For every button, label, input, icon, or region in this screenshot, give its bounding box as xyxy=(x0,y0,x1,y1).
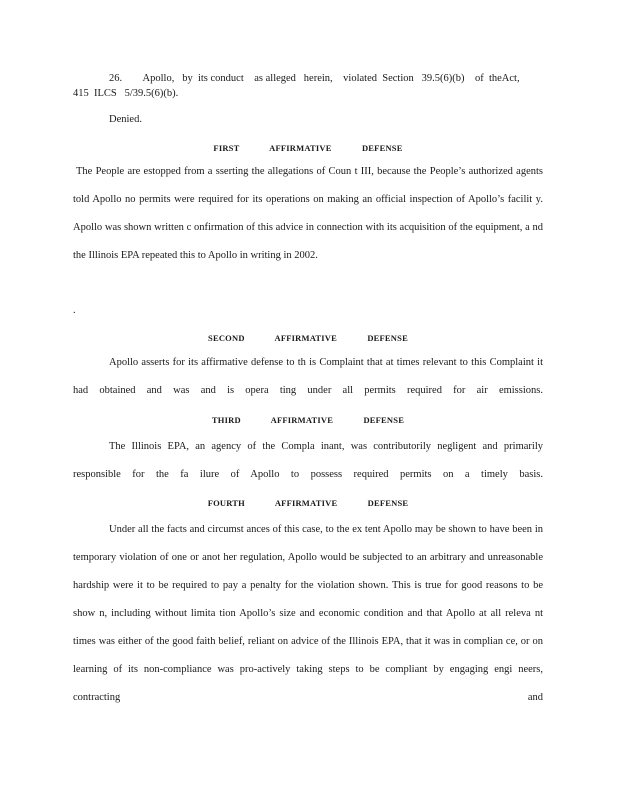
first-defense-heading: FIRST AFFIRMATIVE DEFENSE xyxy=(213,143,403,153)
response-denied: Denied. xyxy=(109,114,142,125)
third-defense-body xyxy=(73,433,543,489)
first-defense-text: The People are estopped from a sserting the allegations of Coun t III, because the People’s authorized agents told Apollo no permits were required for its operations on making an official inspection of Apollo’s facilit y. Apollo was shown written c onfirmation of this advice in connection with its acquisition of the equipment, a nd the Illinois EPA repeated this to Apollo in writing in 2002. xyxy=(73,166,543,261)
third-defense-heading: THIRD AFFIRMATIVE DEFENSE xyxy=(211,415,405,425)
stray-mark: . xyxy=(73,305,76,316)
paragraph-26-line2: 415 ILCS 5/39.5(6)(b). xyxy=(73,88,179,99)
fourth-defense-body xyxy=(73,516,543,712)
paragraph-26 xyxy=(73,71,543,101)
second-defense-text: Apollo asserts for its affirmative defense to th is Complaint that at times relevant to this Complaint it had obtained and was and is opera ting under all permits required for air emissions. xyxy=(73,357,543,396)
fourth-defense-heading: FOURTH AFFIRMATIVE DEFENSE xyxy=(207,498,409,508)
third-defense-text: The Illinois EPA, an agency of the Compla inant, was contributorily negligent and primarily responsible for the fa ilure of Apollo to possess required permits on a timely basis. xyxy=(73,441,543,480)
paragraph-26-line1: 26. Apollo, by its conduct as alleged herein, violated Section 39.5(6)(b) of theAct, xyxy=(109,73,520,84)
second-defense-body xyxy=(73,349,543,405)
second-defense-heading: SECOND AFFIRMATIVE DEFENSE xyxy=(208,333,408,343)
fourth-defense-text: Under all the facts and circumst ances of this case, to the ex tent Apollo may be shown to have been in temporary violation of one or anot her regulation, Apollo would be subjected to an arbitrary and unreasonable hardship were it to be required to pay a penalty for the violation shown. This is true for good reasons to be show n, including without limita tion Apollo’s size and economic condition and that Apollo at all releva nt times was either of the good faith belief, reliant on advice of the Illinois EPA, that it was in complian ce, or on learning of its non-compliance was pro-actively taking steps to be compliant by engaging engi neers, contracting and xyxy=(73,524,543,703)
first-defense-body xyxy=(73,158,543,270)
